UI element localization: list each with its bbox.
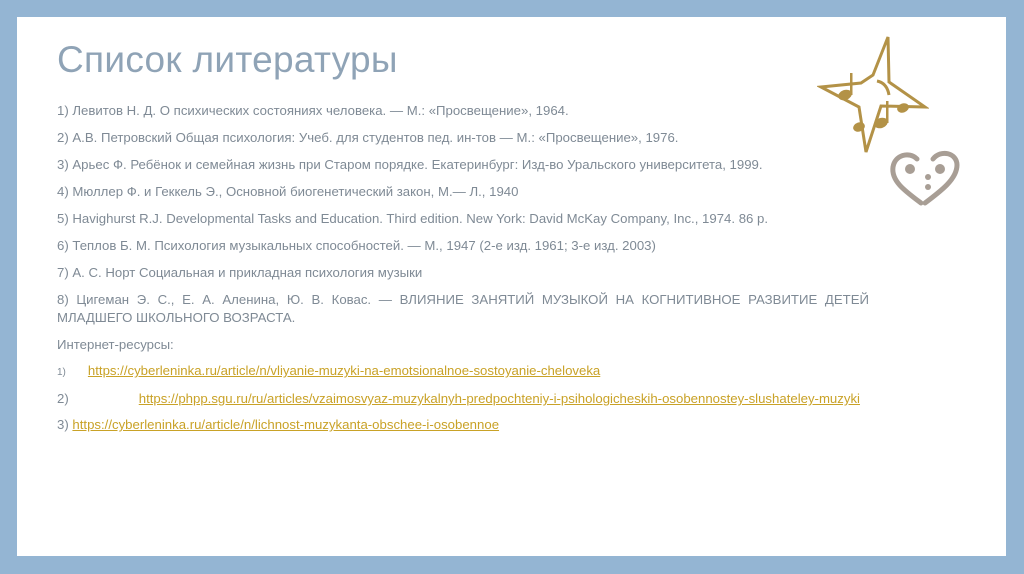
link-number: 1) [57,367,66,378]
internet-link-item-1 [57,362,869,382]
reference-item-2: 2) А.В. Петровский Общая психология: Учеб. для студентов пед. ин-тов — М.: «Просвещение», 1976. [57,130,679,145]
reference-item-4: 4) Мюллер Ф. и Геккель Э., Основной биогенетический закон, М.— Л., 1940 [57,184,519,199]
reference-item-3: 3) Арьес Ф. Ребёнок и семейная жизнь при Старом порядке. Екатеринбург: Изд-во Уральского университета, 1999. [57,157,763,172]
link-number: 3) [57,417,69,432]
reference-item-1: 1) Левитов Н. Д. О психических состояниях человека. — М.: «Просвещение», 1964. [57,103,569,118]
internet-link-1[interactable]: https://cyberleninka.ru/article/n/vliyanie-muzyki-na-emotsionalnoe-sostoyanie-cheloveka [87,363,601,378]
reference-item-7: 7) А. С. Норт Социальная и прикладная психология музыки [57,265,423,280]
internet-link-item-3 [57,416,869,434]
reference-list [57,102,869,442]
reference-item-8: 8) Цигеман Э. С., Е. А. Аленина, Ю. В. Ковас. — ВЛИЯНИЕ ЗАНЯТИЙ МУЗЫКОЙ НА КОГНИТИВНОЕ РАЗВИТИЕ ДЕТЕЙ МЛАДШЕГО ШКОЛЬНОГО ВОЗРАСТА. [57,292,869,325]
internet-link-item-2 [57,390,869,408]
slide [17,17,1006,556]
musical-star-ornament-icon [817,33,929,158]
page-title: Список литературы [57,39,398,80]
internet-link-3[interactable]: https://cyberleninka.ru/article/n/lichnost-muzykanta-obschee-i-osobennoe [72,417,500,432]
internet-link-2[interactable]: https://phpp.sgu.ru/ru/articles/vzaimosvyaz-muzykalnyh-predpochteniy-i-psihologicheskih-osobennostey-slushateley-muzyki [138,391,860,406]
bass-clef-heart-icon [885,147,965,209]
reference-item-6: 6) Теплов Б. М. Психология музыкальных способностей. — М., 1947 (2-е изд. 1961; 3-е изд. 2003) [57,238,656,253]
internet-resources-heading: Интернет-ресурсы: [57,337,174,352]
reference-item-5: 5) Havighurst R.J. Developmental Tasks and Education. Third edition. New York: David McKay Company, Inc., 1974. 86 p. [57,211,769,226]
link-number: 2) [57,391,69,406]
